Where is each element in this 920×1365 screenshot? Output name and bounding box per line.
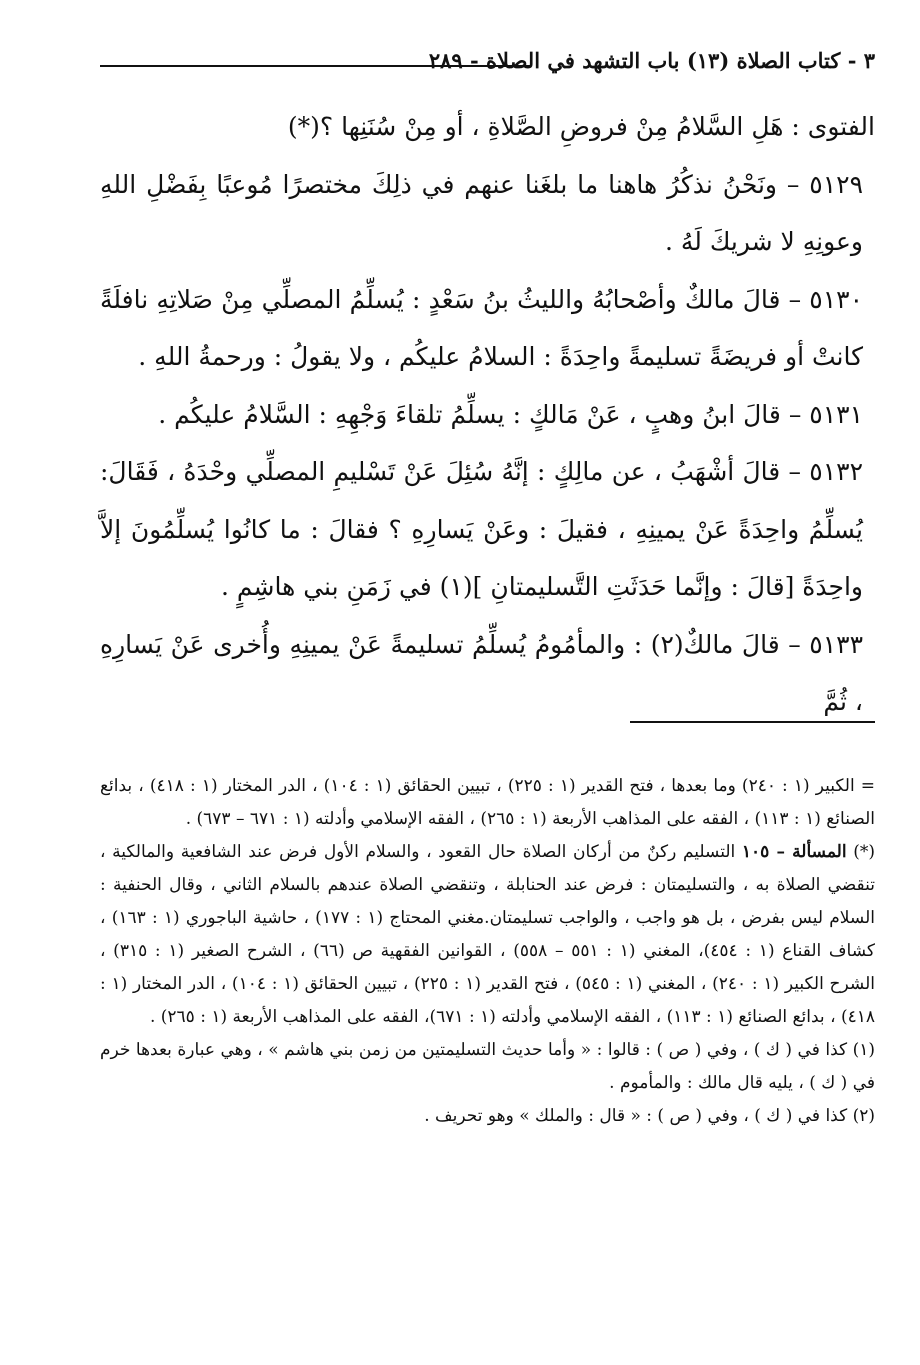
footnote-2: (٢) كذا في ( ك ) ، وفي ( ص ) : « قال : والملك » وهو تحريف . [424, 1106, 875, 1126]
footnotes [100, 770, 875, 1133]
footnote-masala-marker: (*) [846, 842, 875, 862]
running-header [100, 48, 875, 84]
paragraph-5133: ٥١٣٣ – قالَ مالكٌ(٢) : والمأمُومُ يُسلِّمُ تسليمةً عَنْ يمينِهِ وأُخرى عَنْ يَسارِهِ ، ثُمَّ [100, 629, 863, 716]
paragraph-5130: ٥١٣٠ – قالَ مالكٌ وأصْحابُهُ والليثُ بنُ سَعْدٍ : يُسلِّمُ المصلِّي مِنْ صَلاتِهِ نافلَةً كانتْ أو فريضَةً تسليمةً واحِدَةً : السلامُ عليكُم ، ولا يقولُ : ورحمةُ اللهِ . [100, 284, 863, 371]
fatwa-heading: الفتوى : هَلِ السَّلامُ مِنْ فروضِ الصَّلاةِ ، أو مِنْ سُنَنِها ؟(*) [287, 112, 875, 141]
header-rule [100, 65, 530, 67]
running-title: ٣ - كتاب الصلاة (١٣) باب التشهد في الصلاة - ٢٨٩ [428, 48, 875, 73]
footnote-1: (١) كذا في ( ك ) ، وفي ( ص ) : قالوا : « وأما حديث التسليمتين من زمن بني هاشم » ، وهي عبارة بعدها خرم في ( ك ) ، يليه قال مالك : والمأموم . [100, 1040, 875, 1093]
paragraph-5131: ٥١٣١ – قالَ ابنُ وهبٍ ، عَنْ مَالكٍ : يسلِّمُ تلقاءَ وَجْهِهِ : السَّلامُ عليكُم . [158, 399, 863, 429]
main-text [100, 98, 875, 731]
paragraph-5132: ٥١٣٢ – قالَ أشْهَبُ ، عن مالِكٍ : إنَّهُ سُئِلَ عَنْ تَسْليمِ المصلِّي وحْدَهُ ، فَقَالَ: يُسلِّمُ واحِدَةً عَنْ يمينِهِ ، فقيلَ : وعَنْ يَسارِهِ ؟ فقالَ : ما كانُوا يُسلِّمُونَ إلاَّ واحِدَةً [قالَ : وإنَّما حَدَثَتِ التَّسليمتانِ ](١) في زَمَنِ بني هاشِمٍ . [100, 457, 863, 601]
footnote-separator [630, 721, 875, 723]
footnote-masala-label: المسألة – ١٠٥ [741, 842, 847, 862]
footnote-masala [100, 836, 875, 1034]
paragraph-5129: ٥١٢٩ – ونَحْنُ نذكُرُ هاهنا ما بلغَنا عنهم في ذلِكَ مختصرًا مُوعبًا بِفَضْلِ اللهِ وعونِهِ لا شريكَ لَهُ . [100, 169, 863, 256]
footnote-continuation: = الكبير (١ : ٢٤٠) وما بعدها ، فتح القدير (١ : ٢٢٥) ، تبيين الحقائق (١ : ١٠٤) ، الدر المختار (١ : ٤١٨) ، بدائع الصنائع (١ : ١١٣) ، الفقه على المذاهب الأربعة (١ : ٢٦٥) ، الفقه الإسلامي وأدلته (١ : ٦٧١ – ٦٧٣) . [100, 776, 876, 829]
footnote-masala-text: التسليم ركنٌ من أركان الصلاة حال القعود ، والسلام الأول فرض عند الشافعية والمالكية ، تنقضي الصلاة به ، والتسليمتان : فرض عند الحنابلة ، وتنقضي الصلاة عندهم بالسلام الثاني ، وقال الحنفية : السلام ليس بفرض ، بل هو واجب ، والواجب تسليمتان.مغني المحتاج (١ : ١٧٧) ، حاشية الباجوري (١ : ١٦٣) ، كشاف القناع (١ : ٤٥٤)، المغني (١ : ٥٥١ – ٥٥٨) ، القوانين الفقهية ص (٦٦) ، الشرح الصغير (١ : ٣١٥) ، الشرح الكبير (١ : ٢٤٠) ، المغني (١ : ٥٤٥) ، فتح القدير (١ : ٢٢٥) ، تبيين الحقائق (١ : ١٠٤) ، الدر المختار (١ : ٤١٨) ، بدائع الصنائع (١ : ١١٣) ، الفقه الإسلامي وأدلته (١ : ٦٧١)، الفقه على المذاهب الأربعة (١ : ٢٦٥) . [100, 842, 875, 1027]
